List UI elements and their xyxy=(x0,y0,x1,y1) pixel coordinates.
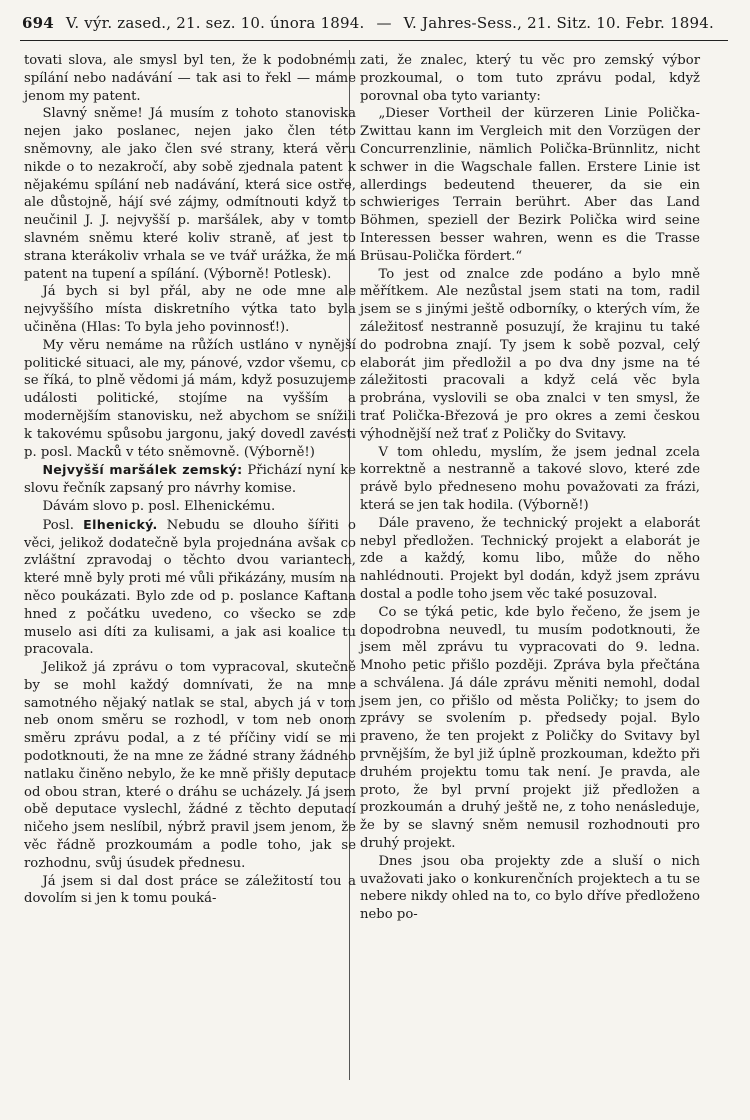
running-header xyxy=(22,14,726,32)
paragraph: Dnes jsou oba projekty zde a sluší o nich uvažovati jako o konkurenčních projektech a tu se nebere nikdy ohled na to, co bylo dříve předloženo nebo po- xyxy=(360,853,700,923)
page-number: 694 xyxy=(22,14,54,32)
speaker-paragraph xyxy=(24,461,356,498)
czech-session-heading: V. výr. zased., 21. sez. 10. února 1894. xyxy=(65,14,365,32)
speech-text: Nebudu se dlouho šířiti o věci, jelikož dodatečně byla projednána avšak co zvláštní zpravodaj o těchto dvou variantech, které mně byly proti mé vůli přikázány, musím na něco poukázati. Bylo zde od p. poslance Kaftana hned z počátku uvedeno, co všecko se zde muselo asi díti za kulisami, a jak asi koalice tu pracovala. xyxy=(24,517,356,658)
paragraph: My věru nemáme na růžích ustláno v nynější politické situaci, ale my, pánové, vzdor všemu, co se říká, to plně vědomi já mám, když posuzujeme události politické, stojíme na vyšším a modernějším stanovisku, než abychom se snížili k takovému spůsobu jargonu, jaký dovedl zavésti p. posl. Macků v této sněmovně. (Výborně!) xyxy=(24,337,356,460)
speaker-name: Nejvyšší maršálek zemský: xyxy=(42,462,243,478)
paragraph: Já jsem si dal dost práce se záležitostí tou a dovolím si jen k tomu pouká- xyxy=(24,873,356,907)
speaker-paragraph xyxy=(24,516,356,659)
paragraph: Jelikož já zprávu o tom vypracoval, skutečně by se mohl každý domnívati, že na mne samotného nějaký natlak se stal, abych já v tom neb onom směru se rozhodl, v tom neb onom směru zprávu podal, a z té příčiny vidí se mi podotknouti, že na mne ze žádné strany žádného natlaku činěno nebylo, že ke mně přišly deputace od obou stran, které o dráhu se ucházely. Já jsem obě deputace vyslechl, žádné z těchto deputací ničeho jsem neslíbil, nýbrž pravil jsem jenom, že věc řádně prozkoumám a podle toho, jak se rozhodnu, svůj úsudek přednesu. xyxy=(24,660,356,871)
speaker-title: Posl. xyxy=(42,517,74,533)
paragraph: zati, že znalec, který tu věc pro zemský výbor prozkoumal, o tom tuto zprávu podal, když porovnal oba tyto varianty: xyxy=(360,53,700,104)
paragraph: Dávám slovo p. posl. Elhenickému. xyxy=(42,498,276,514)
paragraph: Co se týká petic, kde bylo řečeno, že jsem je dopodrobna neuvedl, tu musím podotknouti, že jsem měl zprávu tu vypracovati do 9. ledna. Mnoho petic přišlo později. Zpráva byla přečtána a schválena. Já dále zprávu měniti nemohl, dodal jsem jen, co přišlo od města Poličky; to jsem do zprávy se svolením p. předsedy pojal. Bylo praveno, že ten projekt z Poličky do Svitavy byl prvnějším, že byl již úplně prozkouman, kdežto při druhém projektu tomu tak není. Je pravda, ale proto, že byl první projekt již předložen a prozkoumán a druhý ještě ne, z toho nenásleduje, že by se slavný sněm nemusil rozhodnouti pro druhý projekt. xyxy=(360,604,700,852)
speaker-name: Elhenický. xyxy=(83,516,158,532)
right-column xyxy=(360,52,700,924)
paragraph: Já bych si byl přál, aby ne ode mne ale nejvyššího místa diskretního výtka tato byla učiněna (Hlas: To byla jeho povinnosť!). xyxy=(24,284,356,335)
header-rule xyxy=(20,40,728,41)
header-dash: — xyxy=(376,14,392,32)
german-quote: „Dieser Vortheil der kürzeren Linie Polička-Zwittau kann im Vergleich mit den Vorzügen der Concurrenzlinie, nämlich Polička-Brünnlitz, nicht schwer in die Wagschale fallen. Erstere Linie ist allerdings bedeutend theuerer, da sie ein schwieriges Terrain berührt. Aber das Land Böhmen, speziell der Bezirk Polička wird seine Interessen besser wahren, wenn es die Trasse Brüsau-Polička fördert.“ xyxy=(360,106,700,264)
german-session-heading: V. Jahres-Sess., 21. Sitz. 10. Febr. 1894. xyxy=(403,14,714,32)
paragraph: Slavný sněme! Já musím z tohoto stanoviska nejen jako poslanec, nejen jako člen této sněmovny, ale jako člen své strany, která věru nikde o to nezakročí, aby sobě zjednala patent k nějakému spílání neb nadávání, která sice ostře, ale důstojně, hájí své zájmy, odmítnouti když to neučinil J. J. nejvyšší p. maršálek, aby v tomto slavném sněmu které koliv straně, ať jest to strana kterákoliv vrhala se ve tvář urážka, že má patent na tupení a spílání. (Výborně! Potlesk). xyxy=(24,106,356,282)
paragraph: V tom ohledu, myslím, že jsem jednal zcela korrektně a nestranně a takové slovo, které zde právě bylo předneseno mohu považovati za frázi, která se jen tak hodila. (Výborně!) xyxy=(360,444,700,513)
paragraph: Dále praveno, že technický projekt a elaborát nebyl předložen. Technický projekt a elaborát je zde a každý, komu libo, může do něho nahlédnouti. Projekt byl dodán, když jsem zprávu dostal a podle toho jsem věc také posuzoval. xyxy=(360,515,700,602)
paragraph: To jest od znalce zde podáno a bylo mně měřítkem. Ale nezůstal jsem stati na tom, radil jsem se s jinými ještě odborníky, o kterých vím, že záležitosť nestranně posuzují, že krajinu tu také do podrobna znají. Ty jsem k sobě pozval, celý elaborát jim předložil a po dva dny jsme na té záležitosti pracovali a když celá věc byla probrána, vyslovili se oba znalci v ten smysl, že trať Polička-Březová je pro okres a zemi českou výhodnější než trať z Poličky do Svitavy. xyxy=(360,266,700,442)
left-column xyxy=(24,52,356,908)
paragraph: tovati slova, ale smysl byl ten, že k podobnému spílání nebo nadávání — tak asi to řekl — máme jenom my patent. xyxy=(24,53,356,104)
speech-text: Přichází nyní ke slovu řečník zapsaný pro návrhy komise. xyxy=(24,463,356,497)
